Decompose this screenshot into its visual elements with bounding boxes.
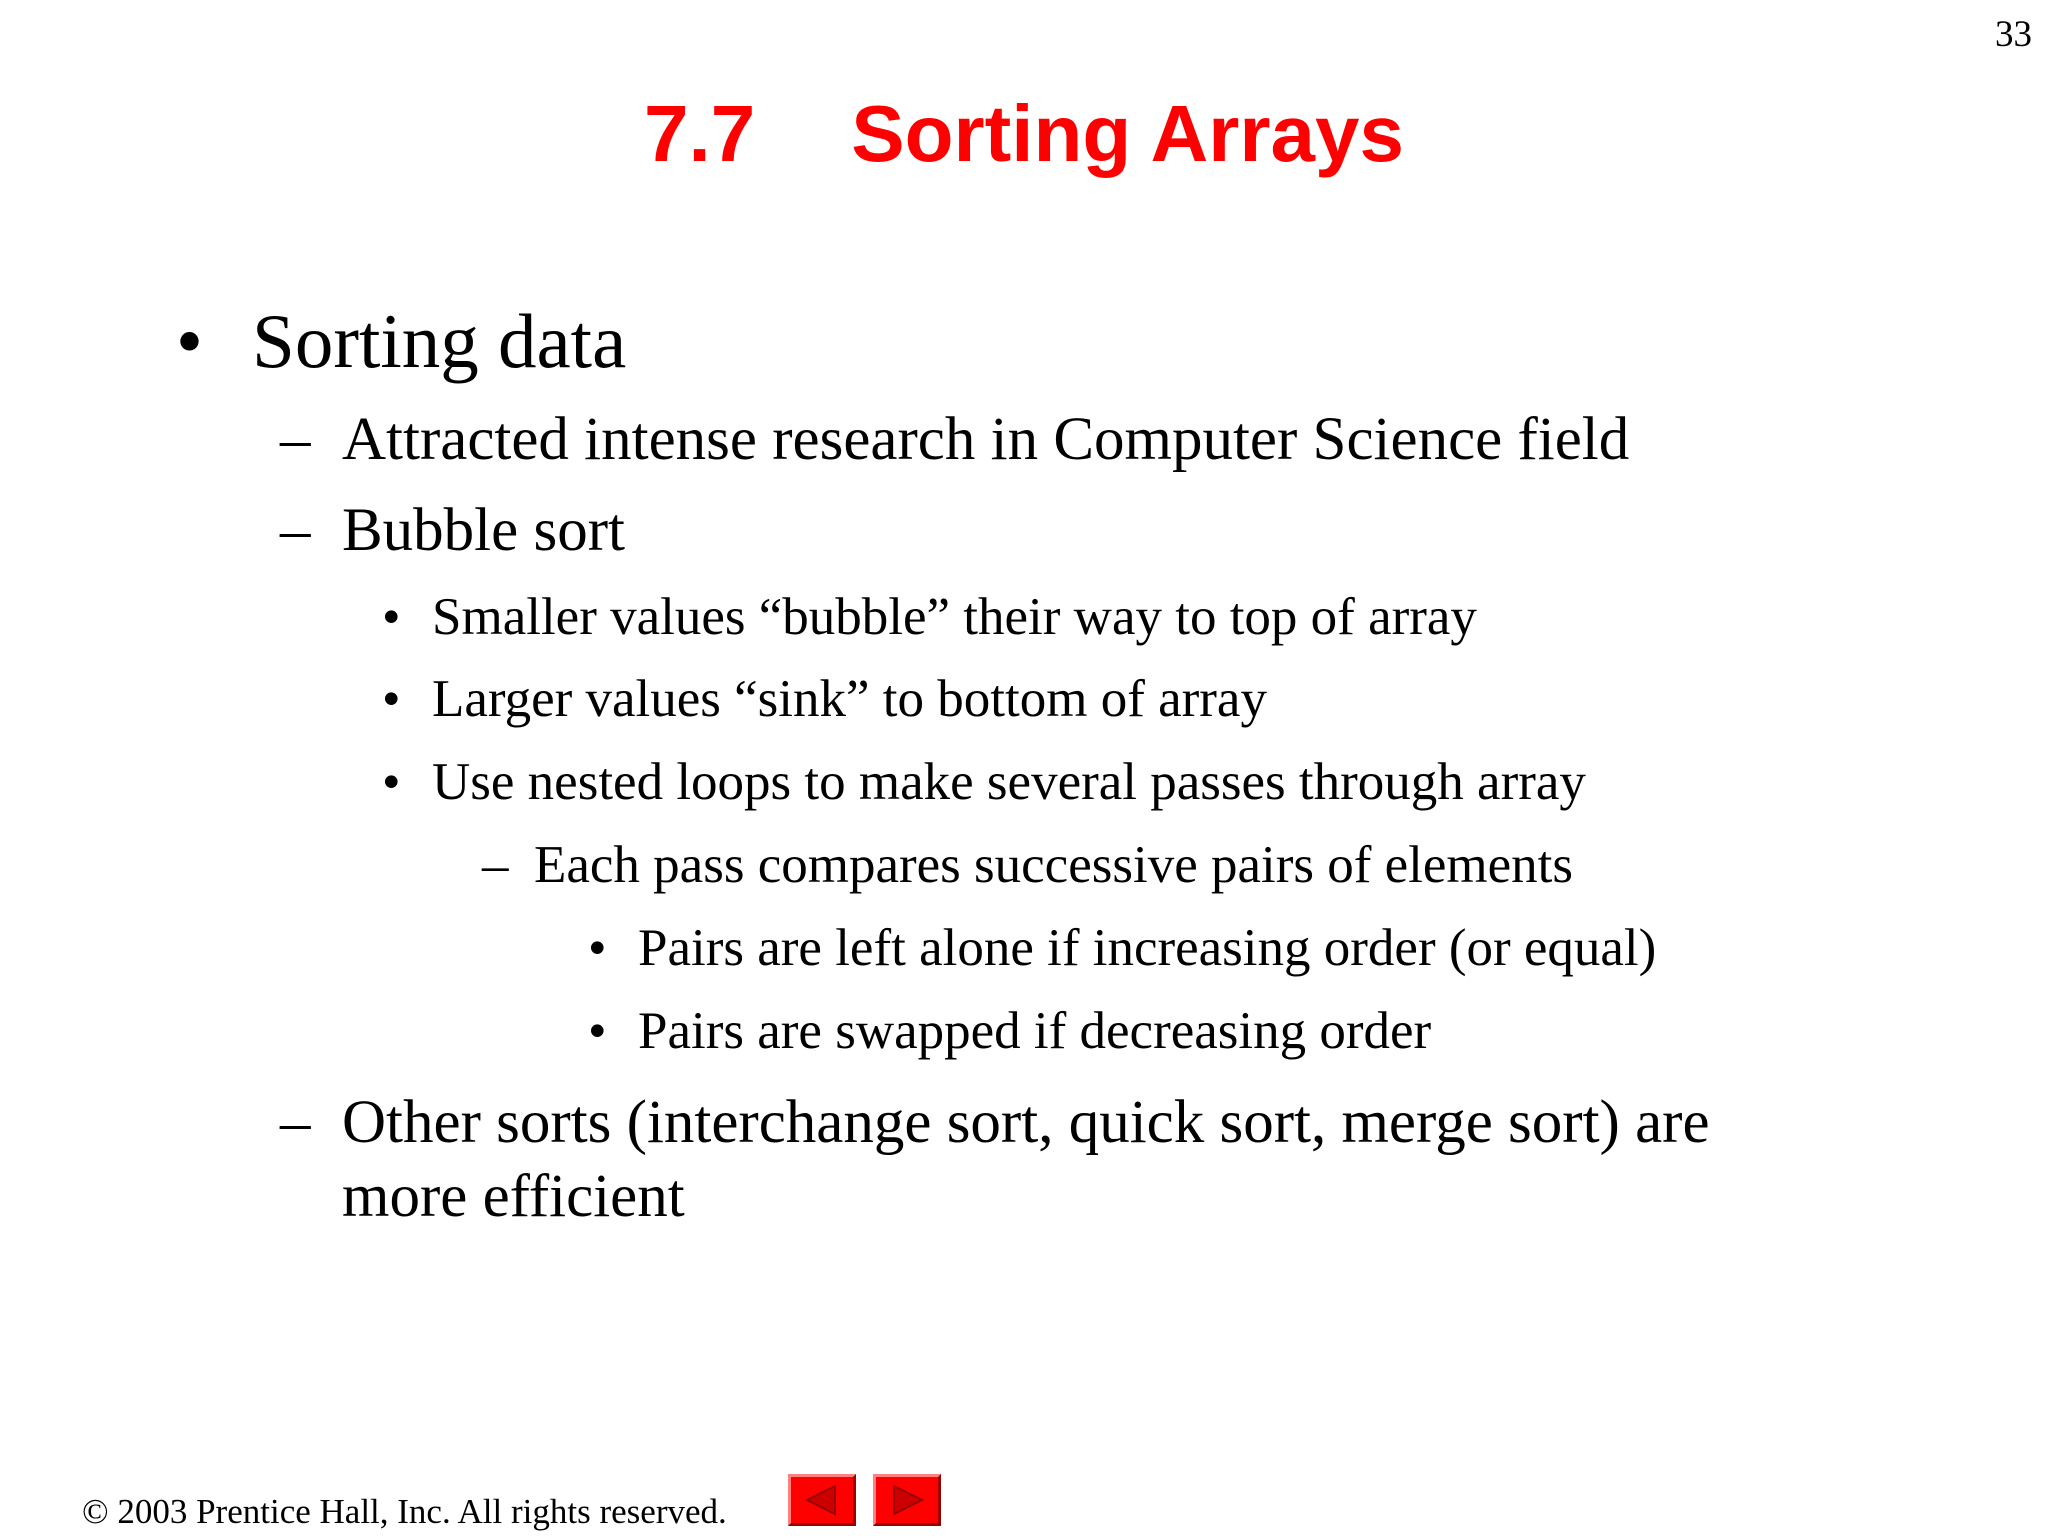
next-slide-button[interactable]: [873, 1474, 941, 1526]
bullet-marker: •: [382, 670, 401, 728]
bullet-pairs-left-alone: Pairs are left alone if increasing order (or equal): [638, 919, 1657, 977]
bullet-each-pass: Each pass compares successive pairs of elements: [534, 836, 1574, 894]
title-number: 7.7: [644, 89, 756, 178]
triangle-left-icon: [791, 1477, 853, 1523]
bullet-marker: •: [588, 919, 607, 977]
bullet-sorting-data: Sorting data: [252, 298, 627, 384]
bullet-marker: •: [176, 298, 203, 384]
dash-marker: –: [482, 836, 509, 894]
bullet-nested-loops: Use nested loops to make several passes through array: [432, 753, 1586, 811]
bullet-marker: •: [588, 1002, 607, 1060]
title-text: Sorting Arrays: [851, 89, 1404, 178]
bullet-bubble-sort: Bubble sort: [342, 497, 625, 564]
dash-marker: –: [280, 1089, 311, 1156]
slide-title: [0, 89, 2048, 178]
bullet-larger-values: Larger values “sink” to bottom of array: [432, 670, 1267, 728]
bullet-pairs-swapped: Pairs are swapped if decreasing order: [638, 1002, 1432, 1060]
bullet-smaller-values: Smaller values “bubble” their way to top of array: [432, 588, 1477, 646]
bullet-marker: •: [382, 588, 401, 646]
bullet-other-sorts-line1: Other sorts (interchange sort, quick sort, merge sort) are: [342, 1089, 1710, 1156]
bullet-marker: •: [382, 753, 401, 811]
previous-slide-button[interactable]: [788, 1474, 856, 1526]
bullet-other-sorts-line2: more efficient: [342, 1163, 685, 1230]
triangle-right-icon: [876, 1477, 938, 1523]
bullet-attracted-research: Attracted intense research in Computer Science field: [342, 406, 1630, 473]
copyright-notice: © 2003 Prentice Hall, Inc. All rights reserved.: [82, 1492, 727, 1531]
dash-marker: –: [280, 497, 311, 564]
dash-marker: –: [280, 406, 311, 473]
page-number: 33: [1995, 14, 2032, 55]
